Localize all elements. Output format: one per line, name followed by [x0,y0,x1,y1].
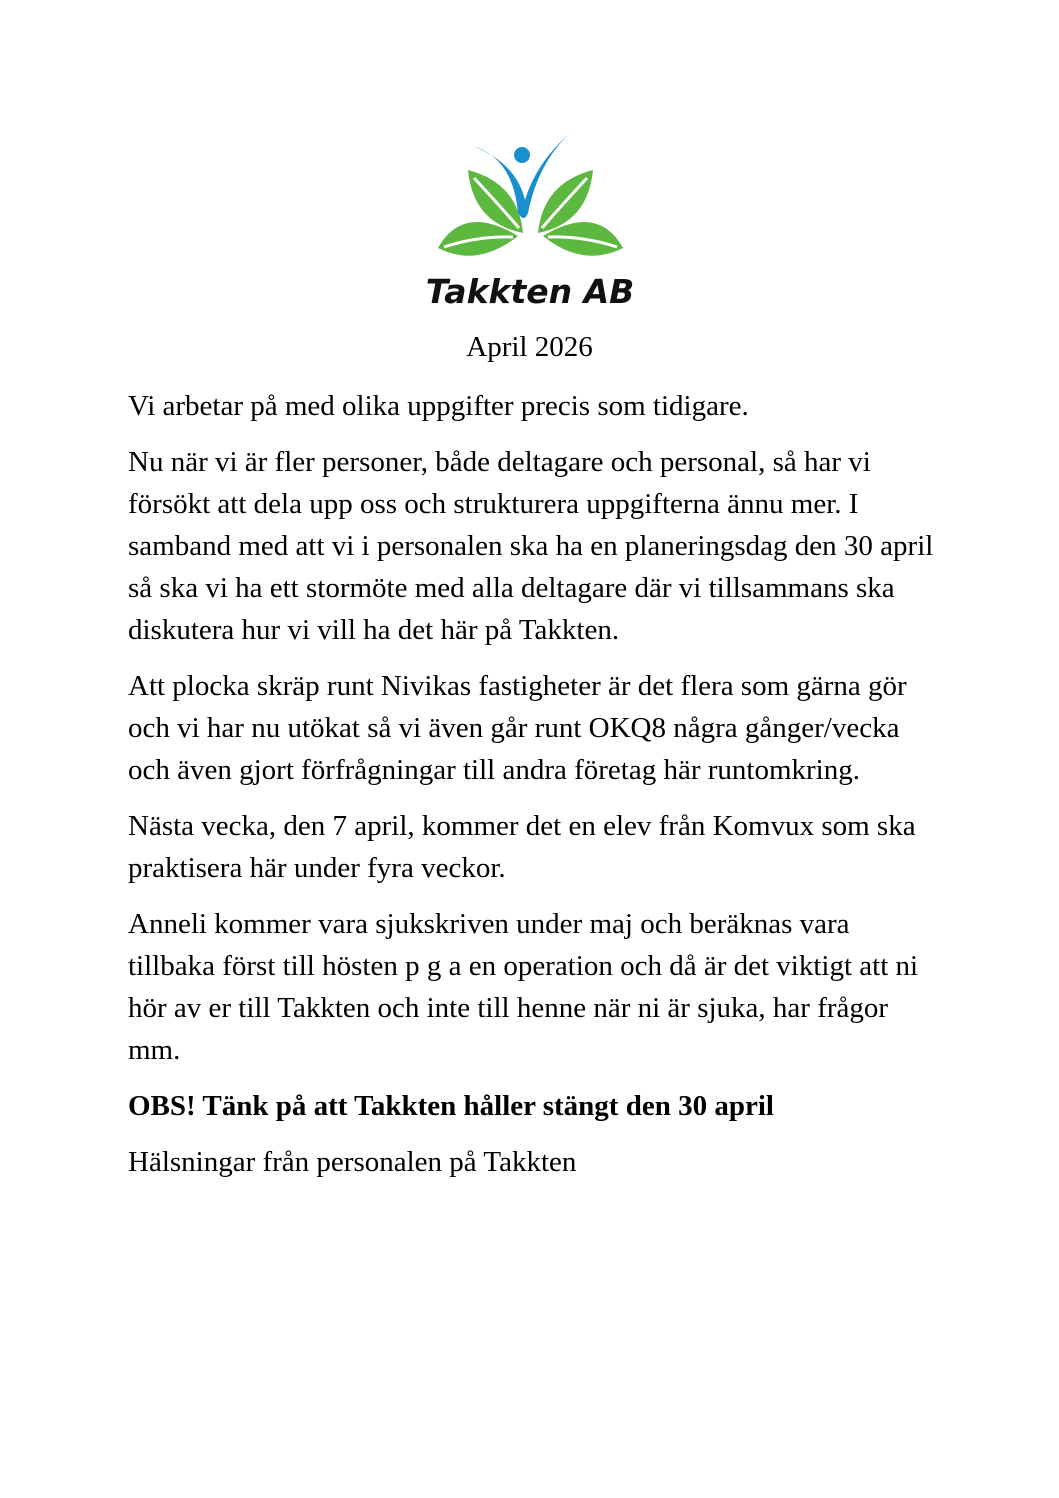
company-logo [418,128,643,313]
paragraph-intern: Nästa vecka, den 7 april, kommer det en elev från Komvux som ska praktisera här under fyra veckor. [128,810,916,884]
paragraph-structure: Nu när vi är fler personer, både deltagare och personal, så har vi försökt att dela upp oss och strukturera uppgifterna ännu mer. I samband med att vi i personalen ska ha en planeringsdag den 30 april så ska vi ha ett stormöte med alla deltagare där vi tillsammans ska diskutera hur vi vill ha det här på Takkten. [128,446,934,646]
paragraph-intro: Vi arbetar på med olika uppgifter precis som tidigare. [128,390,749,422]
logo-graphic [418,128,643,313]
paragraph-litter-picking: Att plocka skräp runt Nivikas fastigheter är det flera som gärna gör och vi har nu utökat så vi även går runt OKQ8 några gånger/vecka och även gjort förfrågningar till andra företag här runtomkring. [128,670,907,786]
newsletter-date: April 2026 [466,331,593,363]
logo-text: Takkten AB [425,272,635,311]
newsletter-body [128,385,943,1197]
paragraph-sick-leave: Anneli kommer vara sjukskriven under maj och beräknas vara tillbaka först till hösten p g a en operation och då är det viktigt att ni hör av er till Takkten och inte till henne när ni är sjuka, har frågor mm. [128,908,919,1066]
closing-greeting: Hälsningar från personalen på Takkten [128,1146,577,1178]
closing-notice: OBS! Tänk på att Takkten håller stängt den 30 april [128,1090,774,1122]
